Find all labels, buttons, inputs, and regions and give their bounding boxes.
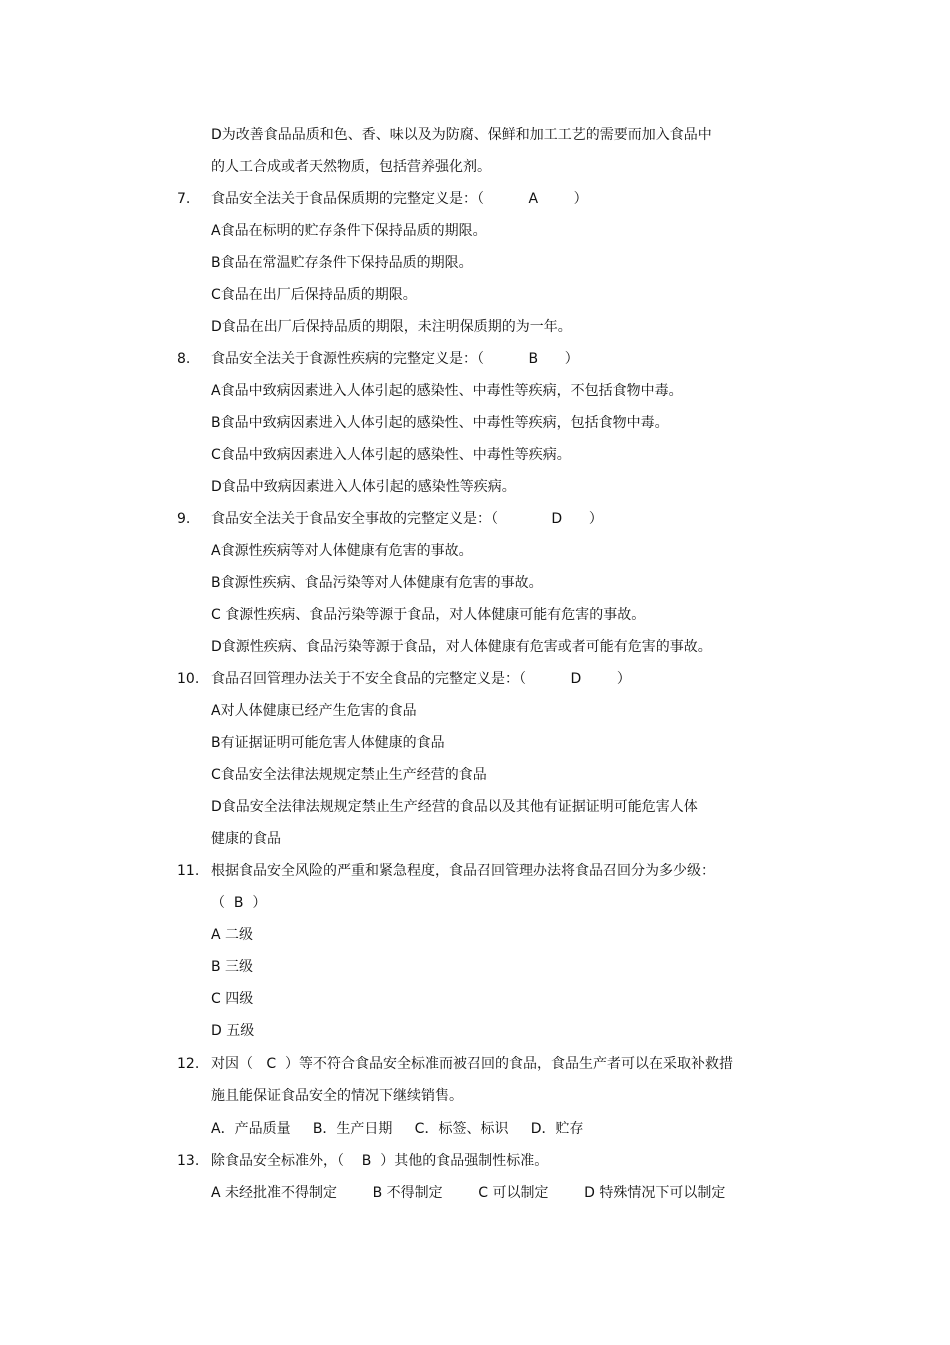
option-b: B食品在常温贮存条件下保持品质的期限。	[211, 255, 473, 271]
option-b: B有证据证明可能危害人体健康的食品	[211, 735, 445, 751]
question-text: 根据食品安全风险的严重和紧急程度，食品召回管理办法将食品召回分为多少级：	[211, 863, 715, 879]
option-a: A食源性疾病等对人体健康有危害的事故。	[211, 543, 473, 559]
question-text: 食品安全法关于食品保质期的完整定义是：（ A ）	[211, 191, 588, 207]
option-a: A对人体健康已经产生危害的食品	[211, 703, 417, 719]
question-number: 8.	[177, 351, 191, 367]
question-text: 食品安全法关于食源性疾病的完整定义是：（ B ）	[211, 351, 579, 367]
option-c: C食品安全法律法规规定禁止生产经营的食品	[211, 767, 487, 783]
option-c: C食品在出厂后保持品质的期限。	[211, 287, 417, 303]
intro-option-d-line2: 的人工合成或者天然物质，包括营养强化剂。	[211, 159, 491, 175]
option-a: A食品在标明的贮存条件下保持品质的期限。	[211, 223, 487, 239]
option-a: A 二级	[211, 927, 254, 943]
option-d: D食源性疾病、食品污染等源于食品，对人体健康有危害或者可能有危害的事故。	[211, 639, 712, 655]
intro-option-d-line1: D为改善食品品质和色、香、味以及为防腐、保鲜和加工工艺的需要而加入食品中	[211, 127, 712, 143]
option-d: D食品在出厂后保持品质的期限，未注明保质期的为一年。	[211, 319, 572, 335]
question-number: 9.	[177, 511, 191, 527]
question-number: 7.	[177, 191, 191, 207]
option-d: D食品中致病因素进入人体引起的感染性等疾病。	[211, 479, 516, 495]
option-c: C食品中致病因素进入人体引起的感染性、中毒性等疾病。	[211, 447, 571, 463]
option-b: B食源性疾病、食品污染等对人体健康有危害的事故。	[211, 575, 543, 591]
question-text: 食品召回管理办法关于不安全食品的完整定义是：（ D ）	[211, 671, 631, 687]
question-number: 11.	[177, 863, 200, 879]
question-text: 除食品安全标准外，（ B ）其他的食品强制性标准。	[211, 1153, 549, 1169]
option-c: C 四级	[211, 991, 254, 1007]
question-text: 对因（ C ）等不符合食品安全标准而被召回的食品，食品生产者可以在采取补救措	[211, 1056, 734, 1072]
option-d: D 五级	[211, 1023, 255, 1039]
question-number: 10.	[177, 671, 200, 687]
question-text-continuation: 施且能保证食品安全的情况下继续销售。	[211, 1088, 463, 1104]
question-text: 食品安全法关于食品安全事故的完整定义是：（ D ）	[211, 511, 603, 527]
option-c: C 食源性疾病、食品污染等源于食品，对人体健康可能有危害的事故。	[211, 607, 646, 623]
option-b: B 三级	[211, 959, 254, 975]
options-row: A 未经批准不得制定 B 不得制定 C 可以制定 D 特殊情况下可以制定	[211, 1185, 726, 1201]
question-number: 13.	[177, 1153, 200, 1169]
option-b: B食品中致病因素进入人体引起的感染性、中毒性等疾病，包括食物中毒。	[211, 415, 669, 431]
option-d-continuation: 健康的食品	[211, 831, 281, 847]
question-number: 12.	[177, 1056, 200, 1072]
options-row: A．产品质量 B．生产日期 C．标签、标识 D．贮存	[211, 1121, 584, 1137]
answer-blank: （ B ）	[211, 895, 267, 911]
option-d: D食品安全法律法规规定禁止生产经营的食品以及其他有证据证明可能危害人体	[211, 799, 698, 815]
option-a: A食品中致病因素进入人体引起的感染性、中毒性等疾病，不包括食物中毒。	[211, 383, 683, 399]
